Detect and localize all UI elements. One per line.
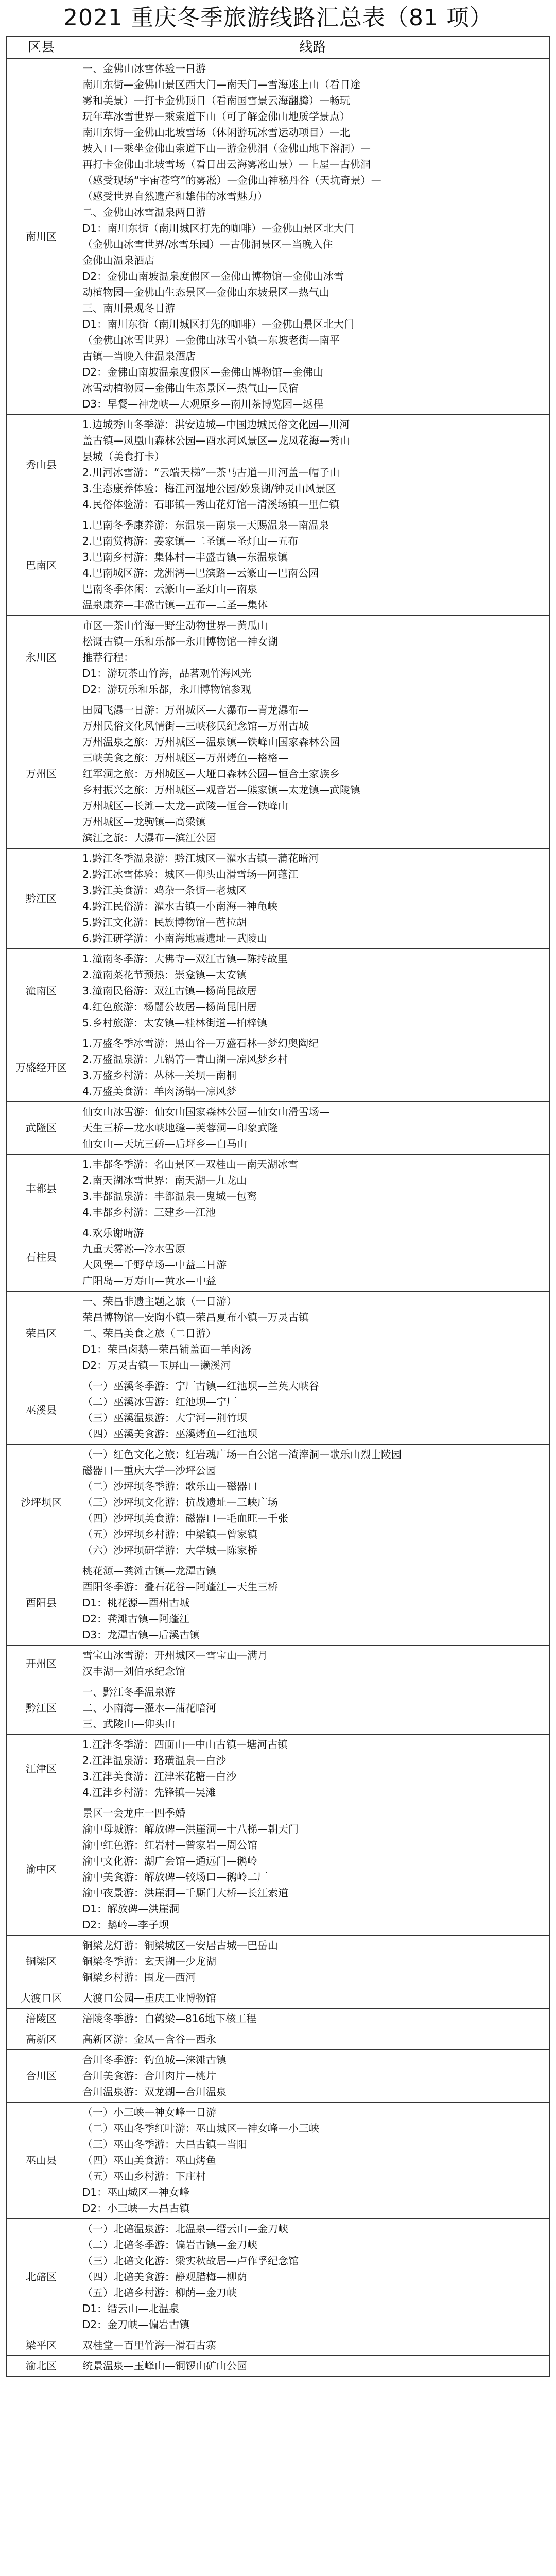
table-row: [7, 1223, 550, 1292]
route-line: 九重天雾凇—冷水雪原: [82, 1243, 185, 1255]
route-line: （感受现场“宇宙苍穹”的雾凇）—金佛山神秘丹谷（天坑奇景）—: [82, 174, 381, 187]
route-line: D2：金佛山南坡温泉度假区—金佛山博物馆—金佛山: [82, 366, 324, 378]
route-line: 磁器口—重庆大学—沙坪公园: [82, 1464, 216, 1477]
route-line: 4.民俗体验游：石耶镇—秀山花灯馆—清溪场镇—里仁镇: [82, 498, 340, 511]
table-row: [7, 2050, 550, 2103]
district-cell: 沙坪坝区: [7, 1445, 76, 1561]
table-row: [7, 2335, 550, 2356]
routes-cell: [76, 1445, 550, 1561]
routes-cell: [76, 1223, 550, 1292]
route-line: 铜梁乡村游：围龙—西河: [82, 1971, 196, 1984]
route-line: （五）巫山乡村游：下庄村: [82, 2170, 206, 2182]
routes-cell: [76, 1376, 550, 1445]
route-line: 松溉古镇—乐和乐都—永川博物馆—神女湖: [82, 635, 278, 648]
route-line: 4.巴南城区游：龙洲湾—巴滨路—云篆山—巴南公园: [82, 567, 319, 579]
route-line: 温泉康养—丰盛古镇—五布—二圣—集体: [82, 599, 268, 611]
route-line: D1：游玩茶山竹海，品茗观竹海风光: [82, 667, 252, 680]
route-line: 4.丰都乡村游：三建乡—江池: [82, 1206, 216, 1218]
route-line: （四）北碚美食游：静观腊梅—柳荫: [82, 2270, 247, 2283]
table-row: [7, 949, 550, 1033]
route-line: 坡入口—乘坐金佛山索道下山—游金佛洞（金佛山地下溶洞）—: [82, 142, 371, 155]
district-cell: 巫溪县: [7, 1376, 76, 1445]
route-line: 雾和美景）—打卡金佛顶日（看南国雪景云海翻腾）—畅玩: [82, 94, 350, 107]
routes-cell: [76, 1646, 550, 1682]
routes-cell: [76, 2219, 550, 2335]
table-row: [7, 1735, 550, 1803]
route-line: 5.黔江文化游：民族博物馆—芭拉胡: [82, 916, 247, 928]
route-line: （二）沙坪坝冬季游：歌乐山—磁器口: [82, 1480, 257, 1493]
route-line: 景区一会龙庄一四季婚: [82, 1807, 185, 1819]
route-line: （一）北碚温泉游：北温泉—缙云山—金刀峡: [82, 2223, 288, 2235]
district-cell: 江津区: [7, 1735, 76, 1803]
route-line: 冰雪动植物园—金佛山生态景区—热气山—民宿: [82, 382, 299, 394]
route-line: （金佛山冰雪世界）—金佛山冰雪小镇—东坡老街—南平: [82, 334, 340, 346]
route-line: D2：金佛山南坡温泉度假区—金佛山博物馆—金佛山冰雪: [82, 270, 344, 282]
route-line: （一）巫溪冬季游：宁厂古镇—红池坝—兰英大峡谷: [82, 1380, 319, 1392]
routes-cell: [76, 1292, 550, 1376]
route-line: 涪陵冬季游：白鹤梁—816地下核工程: [82, 2012, 257, 2025]
district-cell: 石柱县: [7, 1223, 76, 1292]
table-row: [7, 1936, 550, 1988]
route-line: 动植物园—金佛山生态景区—金佛山东坡景区—热气山: [82, 286, 329, 298]
table-row: [7, 1803, 550, 1936]
table-row: [7, 2356, 550, 2377]
routes-cell: [76, 2029, 550, 2050]
district-cell: 万盛经开区: [7, 1033, 76, 1102]
route-line: 渝中夜景游：洪崖洞—千厮门大桥—长江索道: [82, 1887, 288, 1899]
route-line: 市区—茶山竹海—野生动物世界—黄瓜山: [82, 619, 268, 632]
route-line: （三）北碚文化游：梁实秋故居—卢作孚纪念馆: [82, 2255, 299, 2267]
route-line: 玩年草冰雪世界—乘索道下山（可了解金佛山地质学景点）: [82, 110, 350, 123]
routes-cell: [76, 849, 550, 949]
route-line: D3：龙潭古镇—后溪古镇: [82, 1629, 200, 1641]
route-line: 红军洞之旅：万州城区—大垭口森林公园—恒合土家族乡: [82, 768, 340, 780]
table-row: [7, 1033, 550, 1102]
route-line: 1.丰都冬季游：名山景区—双桂山—南天湖冰雪: [82, 1158, 299, 1171]
route-line: （一）红色文化之旅：红岩魂广场—白公馆—渣滓洞—歌乐山烈士陵园: [82, 1448, 402, 1461]
district-cell: 武隆区: [7, 1102, 76, 1155]
route-line: 渝中红色游：红岩村—曾家岩—周公馆: [82, 1839, 257, 1851]
route-line: 三、武陵山—仰头山: [82, 1718, 175, 1730]
routes-cell: [76, 1561, 550, 1646]
table-row: [7, 1155, 550, 1223]
route-line: 渝中文化游：湖广会馆—通远门—鹅岭: [82, 1855, 257, 1867]
route-line: 二、小南海—濯水—蒲花暗河: [82, 1702, 216, 1714]
route-line: 合川美食游：合川肉片—桃片: [82, 2070, 216, 2082]
district-cell: 巴南区: [7, 515, 76, 616]
district-cell: 荣昌区: [7, 1292, 76, 1376]
district-cell: 潼南区: [7, 949, 76, 1033]
route-line: 荣昌博物馆—安陶小镇—荣昌夏布小镇—万灵古镇: [82, 1311, 309, 1324]
route-line: 一、黔江冬季温泉游: [82, 1686, 175, 1698]
route-line: D2：鹅岭—李子坝: [82, 1919, 169, 1931]
routes-cell: [76, 949, 550, 1033]
route-line: D2：金刀峡—偏岩古镇: [82, 2318, 190, 2331]
routes-cell: [76, 515, 550, 616]
route-line: 三、南川景观冬日游: [82, 302, 175, 314]
routes-cell: [76, 1803, 550, 1936]
routes-cell: [76, 1735, 550, 1803]
route-line: （三）巫溪温泉游：大宁河—荆竹坝: [82, 1412, 247, 1424]
route-line: 仙女山冰雪游：仙女山国家森林公园—仙女山滑雪场—: [82, 1106, 329, 1118]
district-cell: 黔江区: [7, 1682, 76, 1735]
routes-cell: [76, 1988, 550, 2009]
route-line: （二）北碚冬季游：偏岩古镇—金刀峡: [82, 2239, 257, 2251]
table-row: [7, 700, 550, 849]
route-line: D1：巫山城区—神女峰: [82, 2186, 190, 2198]
table-row: [7, 1376, 550, 1445]
route-line: 3.黔江美食游：鸡杂一条街—老城区: [82, 884, 247, 896]
route-line: 1.江津冬季游：四面山—中山古镇—塘河古镇: [82, 1738, 288, 1751]
table-row: [7, 415, 550, 515]
table-row: [7, 1292, 550, 1376]
route-line: D1：南川东街（南川城区打先的咖啡）—金佛山景区北大门: [82, 318, 355, 330]
route-line: 汉丰湖—刘伯承纪念馆: [82, 1665, 185, 1677]
route-line: 3.潼南民俗游：双江古镇—杨尚昆故居: [82, 985, 257, 997]
table-row: [7, 616, 550, 700]
route-line: 1.边城秀山冬季游：洪安边城—中国边城民俗文化园—川河: [82, 418, 350, 431]
table-row: [7, 1445, 550, 1561]
route-line: 1.黔江冬季温泉游：黔江城区—濯水古镇—蒲花暗河: [82, 852, 319, 865]
route-line: 万州温泉之旅：万州城区—温泉镇—铁峰山国家森林公园: [82, 736, 340, 748]
route-line: D3：早餐—神龙峡—大观原乡—南川茶博览园—返程: [82, 398, 324, 410]
route-line: 南川东街—金佛山景区西大门—南天门—雪海迷上山（看日途: [82, 78, 360, 91]
table-header-row: [7, 37, 550, 59]
route-line: 二、金佛山冰雪温泉两日游: [82, 206, 206, 218]
route-line: 合川冬季游：钓鱼城—涞滩古镇: [82, 2054, 227, 2066]
route-line: D2：小三峡—大昌古镇: [82, 2202, 190, 2214]
route-line: 双桂堂—百里竹海—滑石古寨: [82, 2339, 216, 2351]
district-cell: 丰都县: [7, 1155, 76, 1223]
route-line: 再打卡金佛山北坡雪场（看日出云海雾凇山景）—上屋—古佛洞: [82, 158, 371, 171]
route-line: 大渡口公园—重庆工业博物馆: [82, 1992, 216, 2004]
table-row: [7, 2219, 550, 2335]
district-cell: 梁平区: [7, 2335, 76, 2356]
route-line: 3.巴南乡村游：集体村—丰盛古镇—东温泉镇: [82, 551, 288, 563]
route-line: 2.潼南菜花节预热：崇龛镇—太安镇: [82, 969, 247, 981]
route-line: 酉阳冬季游：叠石花谷—阿蓬江—天生三桥: [82, 1581, 278, 1593]
route-line: （五）北碚乡村游：柳荫—金刀峡: [82, 2286, 237, 2299]
route-line: 2.黔江冰雪体验：城区—仰头山滑雪场—阿蓬江: [82, 868, 299, 880]
table-row: [7, 59, 550, 415]
district-cell: 高新区: [7, 2029, 76, 2050]
route-line: D2：游玩乐和乐都，永川博物馆参观: [82, 683, 252, 696]
route-line: 大风堡—千野草场—中益二日游: [82, 1259, 227, 1271]
route-line: （六）沙坪坝研学游：大学城—陈家桥: [82, 1544, 257, 1556]
route-line: （五）沙坪坝乡村游：中梁镇—曾家镇: [82, 1528, 257, 1540]
route-line: 2.川河冰雪游：“云端天梯”—茶马古道—川河盖—帽子山: [82, 466, 340, 479]
route-line: 4.欢乐谢晴游: [82, 1227, 144, 1239]
district-cell: 涪陵区: [7, 2009, 76, 2029]
table-row: [7, 515, 550, 616]
route-line: 1.潼南冬季游：大佛寺—双江古镇—陈抟故里: [82, 953, 288, 965]
route-line: 2.江津温泉游：珞璜温泉—白沙: [82, 1754, 227, 1767]
route-line: 合川温泉游：双龙湖—合川温泉: [82, 2086, 227, 2098]
route-line: 三峡美食之旅：万州城区—万州烤鱼—格格—: [82, 752, 288, 764]
route-line: （四）巫山美食游：巫山烤鱼: [82, 2154, 216, 2166]
route-line: 一、金佛山冰雪体验一日游: [82, 62, 206, 75]
route-line: D1：解放碑—洪崖洞: [82, 1903, 180, 1915]
table-row: [7, 2103, 550, 2219]
district-cell: 铜梁区: [7, 1936, 76, 1988]
routes-body: [7, 59, 550, 2377]
district-cell: 黔江区: [7, 849, 76, 949]
header-routes: 线路: [76, 37, 550, 59]
route-line: 万州民俗文化风情街—三峡移民纪念馆—万州古城: [82, 720, 309, 732]
route-line: 1.巴南冬季康养游：东温泉—南泉—天赐温泉—南温泉: [82, 519, 329, 531]
route-line: 盖古镇—凤凰山森林公园—酉水河风景区—龙凤花海—秀山: [82, 434, 350, 447]
route-line: 仙女山—天坑三硚—后坪乡—白马山: [82, 1138, 247, 1150]
route-line: （二）巫山冬季红叶游：巫山城区—神女峰—小三峡: [82, 2122, 319, 2134]
route-line: 渝中母城游：解放碑—洪崖洞—十八梯—朝天门: [82, 1823, 299, 1835]
table-row: [7, 1646, 550, 1682]
route-line: （感受世界自然遗产和雄伟的冰雪魅力）: [82, 190, 268, 202]
route-line: （一）小三峡—神女峰一日游: [82, 2106, 216, 2119]
route-line: 3.生态康养体验：梅江河湿地公园/妙泉湖/钟灵山风景区: [82, 482, 336, 495]
table-row: [7, 1988, 550, 2009]
routes-cell: [76, 1682, 550, 1735]
route-line: 推荐行程：: [82, 651, 134, 664]
route-line: 金佛山温泉酒店: [82, 254, 154, 266]
route-line: 乡村振兴之旅：万州城区—观音岩—熊家镇—太龙镇—武陵镇: [82, 784, 360, 796]
route-line: D1：桃花源—酉州古城: [82, 1597, 190, 1609]
routes-cell: [76, 1102, 550, 1155]
district-cell: 永川区: [7, 616, 76, 700]
district-cell: 酉阳县: [7, 1561, 76, 1646]
route-line: D1：荣昌卤鹅—荣昌铺盖面—羊肉汤: [82, 1343, 252, 1355]
routes-cell: [76, 59, 550, 415]
route-line: 2.南天湖冰雪世界：南天湖—九龙山: [82, 1174, 247, 1187]
table-row: [7, 2009, 550, 2029]
route-line: （金佛山冰雪世界/冰雪乐园）—古佛洞景区—当晚入住: [82, 238, 333, 250]
route-line: D1：缙云山—北温泉: [82, 2302, 180, 2315]
routes-cell: [76, 2050, 550, 2103]
route-line: 铜梁龙灯游：铜梁城区—安居古城—巴岳山: [82, 1939, 278, 1952]
route-line: 滨江之旅：大瀑布—滨江公园: [82, 832, 216, 844]
route-line: 统景温泉—玉峰山—铜锣山矿山公园: [82, 2360, 247, 2372]
district-cell: 巫山县: [7, 2103, 76, 2219]
route-line: 6.黔江研学游：小南海地震遗址—武陵山: [82, 932, 268, 944]
route-line: （四）沙坪坝美食游：磁器口—毛血旺—千张: [82, 1512, 288, 1524]
page-title: 2021 重庆冬季旅游线路汇总表（81 项）: [63, 5, 493, 31]
routes-cell: [76, 2335, 550, 2356]
district-cell: 渝北区: [7, 2356, 76, 2377]
district-cell: 合川区: [7, 2050, 76, 2103]
district-cell: 渝中区: [7, 1803, 76, 1936]
route-line: 3.丰都温泉游：丰都温泉—鬼城—包鸾: [82, 1190, 257, 1202]
table-row: [7, 1102, 550, 1155]
route-line: 渝中美食游：解放碑—较场口—鹅岭二厂: [82, 1871, 268, 1883]
route-line: （三）巫山冬季游：大昌古镇—当阳: [82, 2138, 247, 2150]
table-row: [7, 1682, 550, 1735]
table-row: [7, 849, 550, 949]
routes-cell: [76, 2009, 550, 2029]
route-line: 高新区游：金凤—含谷—西永: [82, 2033, 216, 2045]
table-row: [7, 1561, 550, 1646]
route-line: 广阳岛—万寿山—黄水—中益: [82, 1275, 216, 1287]
route-line: 古镇—当晚入住温泉酒店: [82, 350, 196, 362]
district-cell: 秀山县: [7, 415, 76, 515]
route-line: D2：龚滩古镇—阿蓬江: [82, 1613, 190, 1625]
route-line: 县城（美食打卡）: [82, 450, 165, 463]
route-line: 万州城区—龙驹镇—高梁镇: [82, 816, 206, 828]
route-line: 4.万盛美食游：羊肉汤锅—凉风梦: [82, 1085, 237, 1097]
district-cell: 北碚区: [7, 2219, 76, 2335]
route-line: 4.红色旅游：杨闇公故居—杨尚昆旧居: [82, 1001, 257, 1013]
route-line: 巴南冬季休闲：云篆山—圣灯山—南泉: [82, 583, 257, 595]
route-line: 3.万盛乡村游：丛林—关坝—南桐: [82, 1069, 237, 1081]
route-line: D2：万灵古镇—玉屏山—濑溪河: [82, 1359, 231, 1371]
route-line: D1：南川东街（南川城区打先的咖啡）—金佛山景区北大门: [82, 222, 355, 234]
route-line: 4.黔江民俗游：濯水古镇—小南海—神龟峡: [82, 900, 278, 912]
route-line: （三）沙坪坝文化游：抗战遗址—三峡广场: [82, 1496, 278, 1509]
route-line: 万州城区—长滩—太龙—武陵—恒合—铁峰山: [82, 800, 288, 812]
route-line: 1.万盛冬季冰雪游：黑山谷—万盛石林—梦幻奥陶纪: [82, 1037, 319, 1049]
routes-cell: [76, 2103, 550, 2219]
route-line: 一、荣昌非遗主题之旅（一日游）: [82, 1295, 237, 1308]
district-cell: 开州区: [7, 1646, 76, 1682]
district-cell: 大渡口区: [7, 1988, 76, 2009]
route-line: （四）巫溪美食游：巫溪烤鱼—红池坝: [82, 1428, 257, 1440]
routes-cell: [76, 1936, 550, 1988]
route-line: 5.乡村旅游：太安镇—桂林街道—柏梓镇: [82, 1016, 268, 1029]
routes-cell: [76, 2356, 550, 2377]
header-district: 区县: [7, 37, 76, 59]
table-row: [7, 2029, 550, 2050]
district-cell: 南川区: [7, 59, 76, 415]
routes-cell: [76, 700, 550, 849]
routes-cell: [76, 616, 550, 700]
route-line: 3.江津美食游：江津米花糖—白沙: [82, 1770, 237, 1783]
route-line: （二）巫溪冰雪游：红池坝—宁厂: [82, 1396, 237, 1408]
route-line: 二、荣昌美食之旅（二日游）: [82, 1327, 216, 1340]
route-line: 2.万盛温泉游：九锅箐—青山湖—凉风梦乡村: [82, 1053, 288, 1065]
district-cell: 万州区: [7, 700, 76, 849]
route-line: 桃花源—龚滩古镇—龙潭古镇: [82, 1565, 216, 1577]
route-line: 南川东街—金佛山北坡雪场（休闲游玩冰雪运动项目）—北: [82, 126, 350, 139]
routes-cell: [76, 1033, 550, 1102]
route-line: 雪宝山冰雪游：开州城区—雪宝山—满月: [82, 1649, 268, 1662]
route-line: 4.江津乡村游：先锋镇—吴滩: [82, 1786, 216, 1799]
route-line: 铜梁冬季游：玄天湖—少龙湖: [82, 1955, 216, 1968]
route-line: 2.巴南赏梅游：姜家镇—二圣镇—圣灯山—五布: [82, 535, 299, 547]
routes-cell: [76, 1155, 550, 1223]
route-line: 田园飞瀑一日游：万州城区—大瀑布—青龙瀑布—: [82, 704, 309, 716]
routes-table: [6, 36, 550, 2377]
routes-cell: [76, 415, 550, 515]
route-line: 天生三桥—龙水峡地缝—芙蓉洞—印象武隆: [82, 1122, 278, 1134]
